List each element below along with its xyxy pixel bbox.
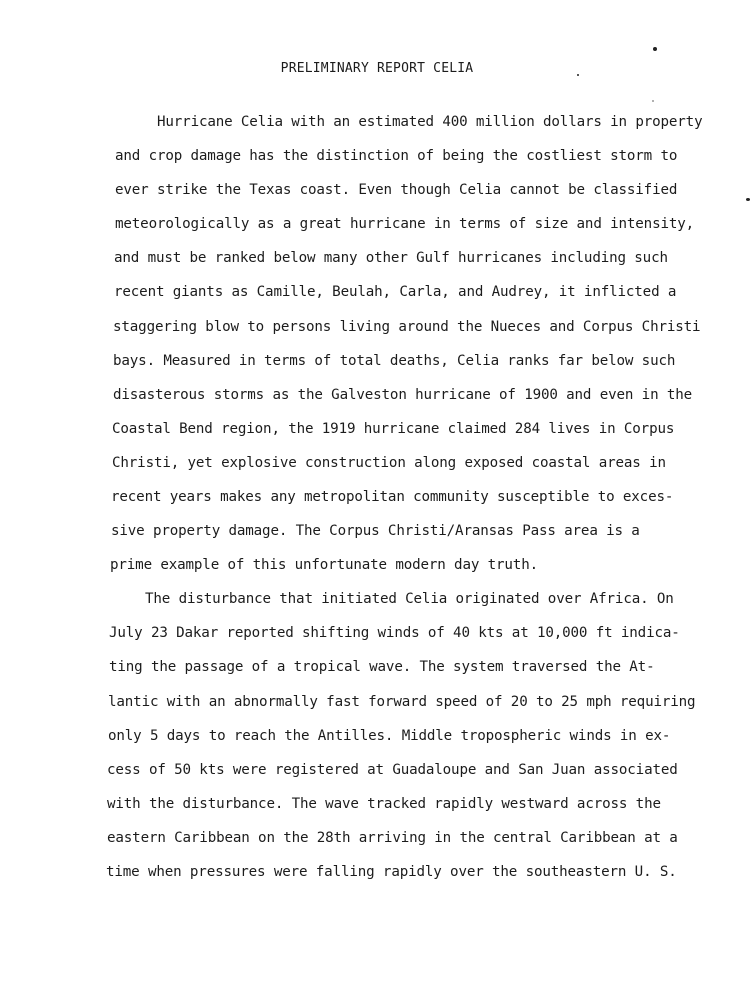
text-line: Coastal Bend region, the 1919 hurricane claimed 284 lives in Corpus [112, 421, 675, 437]
text-line: and crop damage has the distinction of being the costliest storm to [115, 148, 678, 164]
text-line: bays. Measured in terms of total deaths, Celia ranks far below such [113, 353, 676, 369]
text-line: prime example of this unfortunate modern day truth. [110, 557, 538, 573]
text-line: time when pressures were falling rapidly over the southeastern U. S. [106, 864, 677, 880]
text-line: ting the passage of a tropical wave. The system traversed the At- [109, 659, 655, 675]
text-line: recent years makes any metropolitan community susceptible to exces- [111, 489, 674, 505]
text-line: meteorologically as a great hurricane in terms of size and intensity, [115, 216, 695, 232]
text-line: lantic with an abnormally fast forward speed of 20 to 25 mph requiring [108, 694, 696, 710]
scan-speck [577, 74, 579, 76]
text-line: July 23 Dakar reported shifting winds of 40 kts at 10,000 ft indica- [109, 625, 680, 641]
text-line: Christi, yet explosive construction along exposed coastal areas in [112, 455, 666, 471]
text-line: and must be ranked below many other Gulf hurricanes including such [114, 250, 668, 266]
page-title: PRELIMINARY REPORT CELIA [280, 61, 474, 76]
text-line: recent giants as Camille, Beulah, Carla, and Audrey, it inflicted a [114, 284, 677, 300]
scan-speck [652, 100, 654, 102]
text-line: Hurricane Celia with an estimated 400 million dollars in property [157, 114, 703, 130]
text-line: only 5 days to reach the Antilles. Middle tropospheric winds in ex- [108, 728, 671, 744]
scan-speck [653, 47, 657, 51]
text-line: cess of 50 kts were registered at Guadaloupe and San Juan associated [107, 762, 678, 778]
text-line: eastern Caribbean on the 28th arriving in the central Caribbean at a [107, 830, 678, 846]
text-line: staggering blow to persons living around the Nueces and Corpus Christi [113, 319, 701, 335]
text-line: The disturbance that initiated Celia originated over Africa. On [145, 591, 674, 607]
text-line: sive property damage. The Corpus Christi/Aransas Pass area is a [111, 523, 640, 539]
text-line: ever strike the Texas coast. Even though Celia cannot be classified [115, 182, 678, 198]
text-line: disasterous storms as the Galveston hurricane of 1900 and even in the [113, 387, 693, 403]
text-line: with the disturbance. The wave tracked rapidly westward across the [107, 796, 661, 812]
scan-speck [746, 198, 750, 201]
